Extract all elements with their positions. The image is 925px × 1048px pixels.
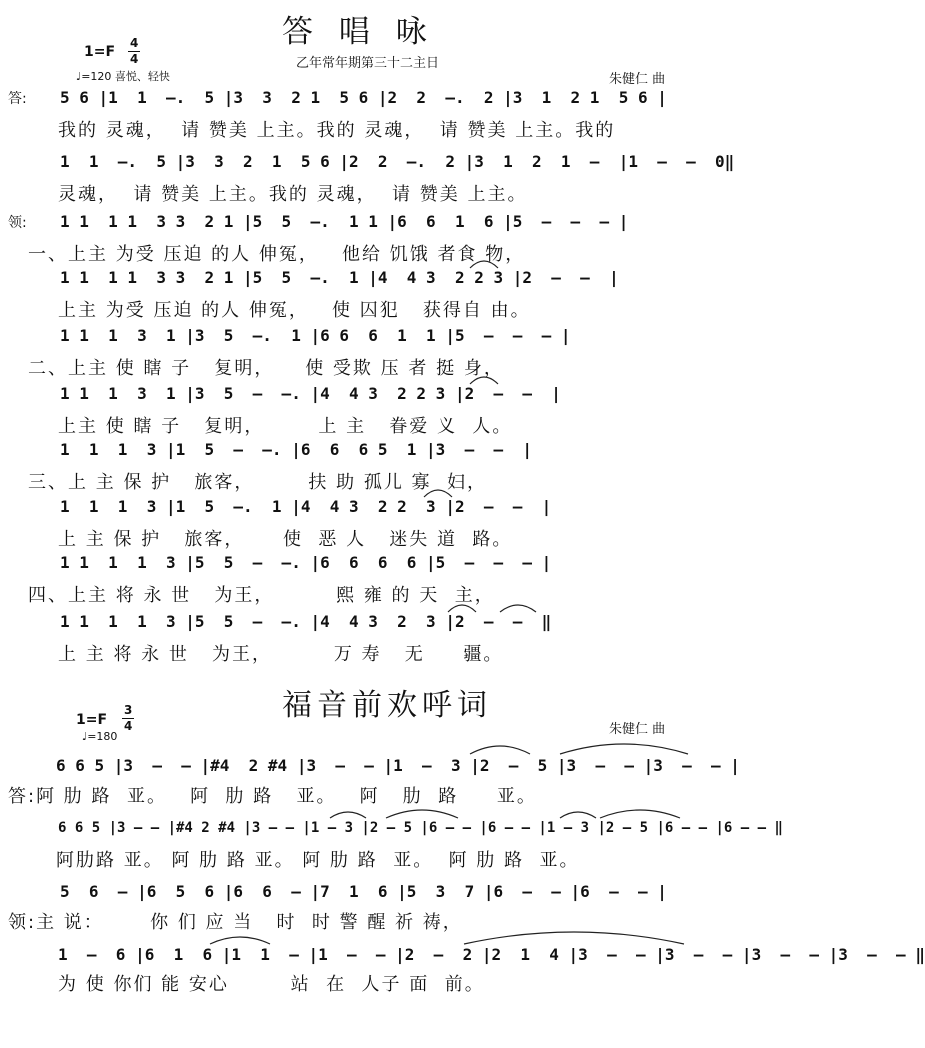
slur-mark (470, 746, 530, 754)
song1-time-top: 4 (130, 36, 139, 50)
song2-tempo: ♩=180 (82, 730, 118, 743)
notation-row: 1 1 1 1 3 |5 5 – –. |4 4 3 2 3 |2 – – ‖ (60, 612, 552, 631)
notation-row: 6 6 5 |3 – – |#4 2 #4 |3 – – |1 – 3 |2 – 5 |3 – – |3 – – | (56, 756, 740, 775)
slur-mark (560, 812, 596, 818)
notation-row: 1 – 6 |6 1 6 |1 1 – |1 – – |2 – 2 |2 1 4 |3 – – |3 – – |3 – – |3 – – ‖ (58, 945, 925, 964)
notation-row: 1 1 1 3 1 |3 5 –. 1 |6 6 6 1 1 |5 – – – | (60, 326, 571, 345)
lyric-row: 阿肋路 亚。 阿 肋 路 亚。 阿 肋 路 亚。 阿 肋 路 亚。 (56, 850, 580, 871)
lyric-row: 一、上主 为受 压迫 的人 伸冤， 他给 饥饿 者食 物， (28, 244, 526, 265)
lyric-row: 答:阿 肋 路 亚。 阿 肋 路 亚。 阿 肋 路 亚。 (8, 786, 537, 807)
lyric-row: 上主 使 瞎 子 复明， 上 主 眷爱 义 人。 (58, 416, 513, 437)
notation-row: 6 6 5 |3 – – |#4 2 #4 |3 – – |1 – 3 |2 – 5 |6 – – |6 – – |1 – 3 |2 – 5 |6 – – |6 – – ‖ (58, 820, 783, 836)
lyric-row: 上 主 保 护 旅客， 使 恶 人 迷失 道 路。 (58, 529, 513, 550)
lyric-row: 为 使 你们 能 安心 站 在 人子 面 前。 (58, 974, 485, 995)
song1-composer: 朱健仁 曲 (609, 72, 666, 87)
song1-key: 1=F (84, 44, 116, 60)
slur-mark (600, 810, 680, 818)
lyric-row: 我的 灵魂， 请 赞美 上主。我的 灵魂， 请 赞美 上主。我的 (58, 120, 616, 141)
slur-mark (464, 932, 684, 944)
song2-composer: 朱健仁 曲 (609, 722, 666, 737)
song1-time-bottom: 4 (130, 52, 139, 66)
lyric-row: 上 主 将 永 世 为王， 万 寿 无 疆。 (58, 644, 504, 665)
song1-tempo: ♩=120 喜悦、轻快 (76, 70, 170, 83)
song2-title: 福音前欢呼词 (282, 688, 492, 723)
lyric-row: 上主 为受 压迫 的人 伸冤， 使 囚犯 获得自 由。 (58, 300, 531, 321)
slur-mark (560, 744, 688, 754)
lyric-row: 二、上主 使 瞎 子 复明， 使 受欺 压 者 挺 身， (28, 358, 504, 379)
notation-row: 1 1 1 1 3 3 2 1 |5 5 –. 1 1 |6 6 1 6 |5 – – – | (60, 212, 629, 231)
song2-time-bottom: 4 (124, 719, 133, 733)
song2-time-top: 3 (124, 703, 133, 717)
slur-mark (330, 812, 366, 818)
slur-mark (500, 605, 536, 612)
notation-row: 1 1 1 1 3 |5 5 – –. |6 6 6 6 |5 – – – | (60, 553, 552, 572)
notation-row: 5 6 |1 1 –. 5 |3 3 2 1 5 6 |2 2 –. 2 |3 1 2 1 5 6 | (60, 88, 667, 107)
notation-row: 5 6 – |6 5 6 |6 6 – |7 1 6 |5 3 7 |6 – – |6 – – | (60, 882, 667, 901)
lyric-row: 灵魂， 请 赞美 上主。我的 灵魂， 请 赞美 上主。 (58, 184, 528, 205)
song1-title: 答 唱 咏 (282, 14, 435, 50)
song2-key: 1=F (76, 712, 108, 728)
notation-row: 1 1 1 3 |1 5 –. 1 |4 4 3 2 2 3 |2 – – | (60, 497, 552, 516)
lyric-row: 四、上主 将 永 世 为王， 熙 雍 的 天 主， (28, 585, 495, 606)
verse-label: 领: (8, 215, 27, 231)
slur-mark (386, 810, 458, 818)
notation-row: 1 1 1 3 |1 5 – –. |6 6 6 5 1 |3 – – | (60, 440, 533, 459)
response-label: 答: (8, 91, 27, 107)
notation-row: 1 1 1 1 3 3 2 1 |5 5 –. 1 |4 4 3 2 2 3 |2 – – | (60, 268, 619, 287)
song1-subtitle: 乙年常年期第三十二主日 (296, 56, 440, 71)
slur-mark (210, 937, 270, 944)
lyric-row: 领:主 说： 你 们 应 当 时 时 警 醒 祈 祷， (8, 912, 463, 933)
lyric-row: 三、上 主 保 护 旅客， 扶 助 孤儿 寡 妇， (28, 472, 487, 493)
notation-row: 1 1 –. 5 |3 3 2 1 5 6 |2 2 –. 2 |3 1 2 1 – |1 – – 0‖ (60, 152, 735, 171)
notation-row: 1 1 1 3 1 |3 5 – –. |4 4 3 2 2 3 |2 – – | (60, 384, 561, 403)
